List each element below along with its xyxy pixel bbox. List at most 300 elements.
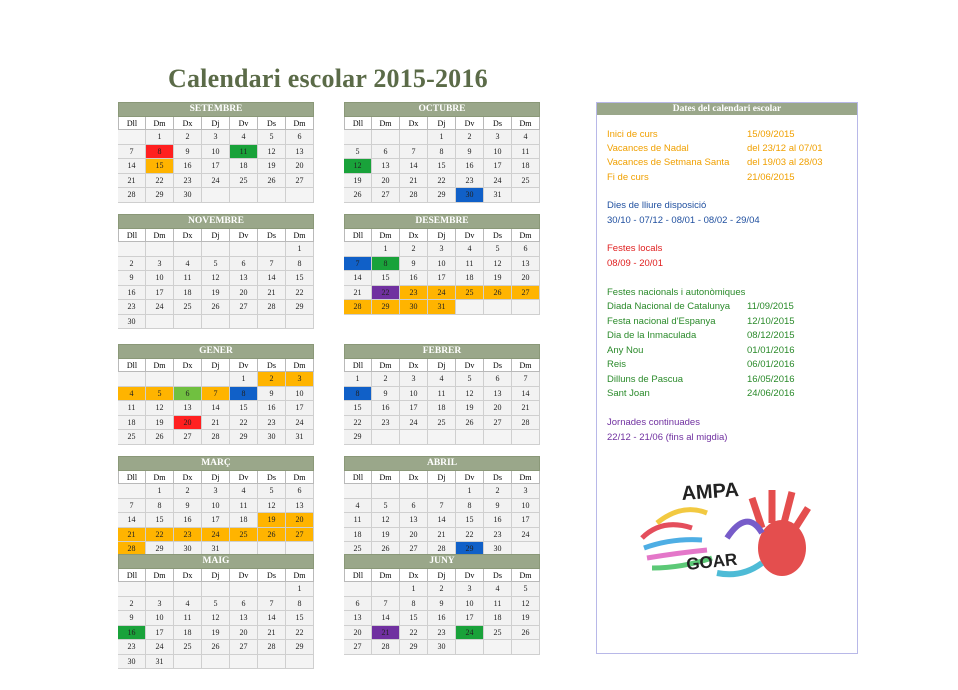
day-cell: 3: [512, 484, 540, 499]
weekday-header: Ds: [484, 229, 512, 242]
day-cell: 18: [456, 271, 484, 286]
weekday-header: Dv: [456, 359, 484, 372]
weekday-header: Dx: [174, 229, 202, 242]
day-cell: 2: [484, 484, 512, 499]
day-cell: 21: [428, 528, 456, 543]
weekday-header: Dv: [230, 359, 258, 372]
day-cell: 28: [258, 640, 286, 655]
empty-cell: [456, 430, 484, 445]
weekday-header: Dll: [344, 229, 372, 242]
day-cell: 13: [174, 401, 202, 416]
day-cell: 3: [400, 372, 428, 387]
day-cell: 18: [344, 528, 372, 543]
panel-line-label: Reis: [607, 359, 627, 370]
day-cell: 6: [400, 499, 428, 514]
panel-line-date: del 23/12 al 07/01: [747, 143, 823, 154]
day-cell: 17: [286, 401, 314, 416]
weekday-header: Dm: [512, 117, 540, 130]
month-0: [118, 102, 314, 203]
day-cell: 16: [428, 611, 456, 626]
day-cell: 29: [286, 640, 314, 655]
day-cell: 23: [174, 528, 202, 543]
day-cell: 9: [174, 145, 202, 160]
month-2: [118, 214, 314, 329]
day-cell: 21: [258, 286, 286, 301]
day-cell: 12: [456, 387, 484, 402]
day-cell: 17: [400, 401, 428, 416]
month-8: [118, 554, 314, 669]
empty-cell: [456, 640, 484, 655]
day-cell: 8: [428, 145, 456, 160]
day-cell: 25: [230, 174, 258, 189]
day-cell: 30: [456, 188, 484, 203]
weekday-header: Dm: [512, 569, 540, 582]
day-cell: 7: [118, 499, 146, 514]
empty-cell: [230, 655, 258, 670]
empty-cell: [512, 300, 540, 315]
month-name: JUNY: [344, 554, 540, 569]
panel-line-date: 01/01/2016: [747, 345, 795, 356]
day-cell: 31: [202, 542, 230, 557]
day-cell: 12: [484, 257, 512, 272]
panel-line-label: Vacances de Setmana Santa: [607, 157, 730, 168]
day-cell: 4: [512, 130, 540, 145]
day-cell: 14: [202, 401, 230, 416]
panel-line-date: 08/12/2015: [747, 330, 795, 341]
day-cell: 26: [202, 300, 230, 315]
day-cell: 27: [286, 174, 314, 189]
weekday-header: Dm: [372, 569, 400, 582]
day-cell: 29: [286, 300, 314, 315]
day-cell: 11: [344, 513, 372, 528]
empty-cell: [372, 130, 400, 145]
day-cell: 9: [258, 387, 286, 402]
empty-cell: [230, 242, 258, 257]
day-cell: 17: [202, 159, 230, 174]
day-cell: 29: [146, 188, 174, 203]
day-cell: 15: [372, 271, 400, 286]
weekday-header: Dx: [174, 569, 202, 582]
weekday-header: Dv: [230, 569, 258, 582]
day-cell: 19: [512, 611, 540, 626]
day-cell: 14: [258, 271, 286, 286]
day-cell: 20: [484, 401, 512, 416]
day-cell: 5: [372, 499, 400, 514]
day-cell: 10: [202, 145, 230, 160]
day-cell: 6: [230, 257, 258, 272]
day-cell: 29: [400, 640, 428, 655]
day-cell: 5: [258, 130, 286, 145]
day-cell: 23: [428, 626, 456, 641]
day-cell: 5: [258, 484, 286, 499]
weekday-header: Dll: [118, 117, 146, 130]
day-cell: 16: [258, 401, 286, 416]
empty-cell: [344, 582, 372, 597]
day-cell: 23: [372, 416, 400, 431]
day-cell: 10: [202, 499, 230, 514]
weekday-header: Dm: [512, 471, 540, 484]
weekday-header: Dll: [118, 471, 146, 484]
day-cell: 27: [286, 528, 314, 543]
day-cell: 1: [146, 130, 174, 145]
weekday-header: Ds: [484, 117, 512, 130]
day-cell: 21: [258, 626, 286, 641]
weekday-header: Dv: [456, 471, 484, 484]
day-cell: 10: [428, 257, 456, 272]
day-cell: 28: [400, 188, 428, 203]
day-cell: 4: [456, 242, 484, 257]
day-cell: 9: [174, 499, 202, 514]
day-cell: 21: [372, 626, 400, 641]
day-cell: 26: [372, 542, 400, 557]
weekday-header: Dm: [286, 471, 314, 484]
day-cell: 6: [286, 484, 314, 499]
panel-line-label: Fi de curs: [607, 172, 649, 183]
day-cell: 12: [202, 271, 230, 286]
day-cell: 24: [400, 416, 428, 431]
day-cell: 16: [484, 513, 512, 528]
weekday-header: Dv: [456, 229, 484, 242]
day-cell: 25: [344, 542, 372, 557]
day-cell: 15: [146, 513, 174, 528]
day-cell: 31: [428, 300, 456, 315]
day-cell: 8: [146, 145, 174, 160]
weekday-header: Dx: [174, 117, 202, 130]
day-cell: 19: [258, 159, 286, 174]
weekday-header: Dll: [344, 117, 372, 130]
day-cell: 22: [146, 174, 174, 189]
weekday-header: Dj: [428, 117, 456, 130]
day-cell: 27: [484, 416, 512, 431]
day-cell: 22: [286, 286, 314, 301]
weekday-header: Dll: [344, 359, 372, 372]
day-cell: 1: [344, 372, 372, 387]
day-cell: 23: [484, 528, 512, 543]
empty-cell: [258, 188, 286, 203]
day-cell: 12: [258, 145, 286, 160]
day-cell: 25: [456, 286, 484, 301]
day-cell: 15: [400, 611, 428, 626]
day-cell: 25: [230, 528, 258, 543]
weekday-header: Dj: [202, 569, 230, 582]
day-cell: 1: [286, 582, 314, 597]
empty-cell: [456, 300, 484, 315]
day-cell: 23: [400, 286, 428, 301]
day-cell: 19: [202, 286, 230, 301]
day-cell: 15: [344, 401, 372, 416]
day-cell: 8: [286, 257, 314, 272]
day-cell: 20: [286, 159, 314, 174]
weekday-header: Dm: [372, 229, 400, 242]
day-cell: 28: [512, 416, 540, 431]
month-7: [344, 456, 540, 557]
day-cell: 26: [202, 640, 230, 655]
panel-line-label: Jornades continuades: [607, 417, 700, 428]
empty-cell: [258, 242, 286, 257]
day-cell: 22: [400, 626, 428, 641]
day-cell: 30: [174, 542, 202, 557]
month-name: SETEMBRE: [118, 102, 314, 117]
page-title: Calendari escolar 2015-2016: [168, 64, 488, 93]
empty-cell: [174, 655, 202, 670]
empty-cell: [174, 315, 202, 330]
day-cell: 6: [230, 597, 258, 612]
day-cell: 19: [344, 174, 372, 189]
day-cell: 12: [258, 499, 286, 514]
day-cell: 7: [118, 145, 146, 160]
day-cell: 26: [146, 430, 174, 445]
month-name: DESEMBRE: [344, 214, 540, 229]
day-cell: 7: [428, 499, 456, 514]
month-5: [344, 344, 540, 445]
day-cell: 13: [230, 271, 258, 286]
month-name: MAIG: [118, 554, 314, 569]
day-cell: 20: [512, 271, 540, 286]
empty-cell: [400, 484, 428, 499]
day-cell: 28: [202, 430, 230, 445]
day-cell: 19: [258, 513, 286, 528]
day-cell: 17: [456, 611, 484, 626]
day-cell: 30: [484, 542, 512, 557]
day-cell: 11: [428, 387, 456, 402]
weekday-header: Dv: [456, 569, 484, 582]
weekday-header: Dx: [174, 471, 202, 484]
day-cell: 19: [202, 626, 230, 641]
weekday-header: Dll: [344, 471, 372, 484]
day-cell: 11: [230, 145, 258, 160]
day-cell: 30: [258, 430, 286, 445]
day-cell: 1: [286, 242, 314, 257]
weekday-header: Ds: [258, 471, 286, 484]
weekday-header: Ds: [484, 471, 512, 484]
day-cell: 30: [400, 300, 428, 315]
day-cell: 9: [484, 499, 512, 514]
empty-cell: [286, 655, 314, 670]
day-cell: 13: [344, 611, 372, 626]
weekday-header: Dll: [118, 229, 146, 242]
day-cell: 30: [174, 188, 202, 203]
panel-line-label: 22/12 - 21/06 (fins al migdia): [607, 432, 728, 443]
day-cell: 16: [118, 626, 146, 641]
empty-cell: [146, 372, 174, 387]
empty-cell: [258, 315, 286, 330]
day-cell: 27: [174, 430, 202, 445]
day-cell: 14: [428, 513, 456, 528]
day-cell: 9: [372, 387, 400, 402]
day-cell: 6: [372, 145, 400, 160]
weekday-header: Dm: [146, 471, 174, 484]
day-cell: 13: [400, 513, 428, 528]
month-3: [344, 214, 540, 315]
panel-line-label: Sant Joan: [607, 388, 650, 399]
day-cell: 28: [428, 542, 456, 557]
weekday-header: Dm: [512, 229, 540, 242]
weekday-header: Dj: [202, 229, 230, 242]
day-cell: 27: [230, 300, 258, 315]
day-cell: 18: [484, 611, 512, 626]
day-cell: 27: [400, 542, 428, 557]
day-cell: 24: [202, 528, 230, 543]
day-cell: 2: [118, 597, 146, 612]
day-cell: 2: [400, 242, 428, 257]
day-cell: 25: [174, 300, 202, 315]
day-cell: 14: [372, 611, 400, 626]
day-cell: 1: [400, 582, 428, 597]
day-cell: 10: [146, 611, 174, 626]
day-cell: 2: [428, 582, 456, 597]
day-cell: 19: [146, 416, 174, 431]
empty-cell: [118, 242, 146, 257]
day-cell: 14: [344, 271, 372, 286]
day-cell: 16: [174, 513, 202, 528]
day-cell: 10: [400, 387, 428, 402]
day-cell: 17: [146, 286, 174, 301]
panel-line-date: 24/06/2016: [747, 388, 795, 399]
day-cell: 5: [202, 597, 230, 612]
weekday-header: Dm: [146, 229, 174, 242]
day-cell: 20: [230, 286, 258, 301]
day-cell: 26: [512, 626, 540, 641]
day-cell: 9: [456, 145, 484, 160]
day-cell: 15: [286, 271, 314, 286]
day-cell: 21: [400, 174, 428, 189]
weekday-header: Ds: [484, 569, 512, 582]
day-cell: 10: [286, 387, 314, 402]
day-cell: 29: [146, 542, 174, 557]
weekday-header: Dj: [428, 471, 456, 484]
day-cell: 7: [202, 387, 230, 402]
day-cell: 6: [344, 597, 372, 612]
panel-line-label: Any Nou: [607, 345, 644, 356]
empty-cell: [344, 484, 372, 499]
day-cell: 3: [428, 242, 456, 257]
panel-line-label: 08/09 - 20/01: [607, 258, 663, 269]
weekday-header: Ds: [258, 569, 286, 582]
empty-cell: [202, 582, 230, 597]
day-cell: 20: [400, 528, 428, 543]
panel-line-date: del 19/03 al 28/03: [747, 157, 823, 168]
day-cell: 6: [512, 242, 540, 257]
empty-cell: [146, 315, 174, 330]
day-cell: 20: [286, 513, 314, 528]
day-cell: 2: [174, 130, 202, 145]
day-cell: 11: [118, 401, 146, 416]
weekday-header: Dx: [400, 359, 428, 372]
day-cell: 10: [146, 271, 174, 286]
day-cell: 12: [512, 597, 540, 612]
day-cell: 19: [484, 271, 512, 286]
day-cell: 16: [372, 401, 400, 416]
weekday-header: Dm: [146, 117, 174, 130]
empty-cell: [202, 188, 230, 203]
day-cell: 7: [258, 257, 286, 272]
day-cell: 11: [484, 597, 512, 612]
panel-line-date: 16/05/2016: [747, 374, 795, 385]
day-cell: 23: [174, 174, 202, 189]
day-cell: 18: [230, 159, 258, 174]
panel-line-date: 11/09/2015: [747, 301, 794, 312]
day-cell: 4: [230, 130, 258, 145]
day-cell: 20: [372, 174, 400, 189]
day-cell: 3: [202, 484, 230, 499]
empty-cell: [512, 188, 540, 203]
empty-cell: [286, 315, 314, 330]
day-cell: 18: [230, 513, 258, 528]
day-cell: 24: [456, 626, 484, 641]
day-cell: 3: [286, 372, 314, 387]
day-cell: 10: [456, 597, 484, 612]
day-cell: 4: [174, 257, 202, 272]
weekday-header: Dm: [286, 229, 314, 242]
day-cell: 28: [118, 542, 146, 557]
panel-line-label: 30/10 - 07/12 - 08/01 - 08/02 - 29/04: [607, 215, 760, 226]
day-cell: 11: [512, 145, 540, 160]
logo-text-ampa: AMPA: [680, 479, 740, 505]
day-cell: 9: [118, 271, 146, 286]
weekday-header: Ds: [258, 117, 286, 130]
panel-line-date: 12/10/2015: [747, 316, 795, 327]
day-cell: 24: [286, 416, 314, 431]
empty-cell: [202, 372, 230, 387]
day-cell: 17: [484, 159, 512, 174]
day-cell: 14: [118, 513, 146, 528]
empty-cell: [372, 430, 400, 445]
day-cell: 29: [344, 430, 372, 445]
day-cell: 21: [344, 286, 372, 301]
month-1: [344, 102, 540, 203]
empty-cell: [230, 188, 258, 203]
day-cell: 17: [512, 513, 540, 528]
day-cell: 16: [400, 271, 428, 286]
empty-cell: [400, 130, 428, 145]
month-name: MARÇ: [118, 456, 314, 471]
weekday-header: Dm: [286, 359, 314, 372]
empty-cell: [258, 582, 286, 597]
weekday-header: Dm: [146, 359, 174, 372]
day-cell: 11: [174, 611, 202, 626]
empty-cell: [230, 582, 258, 597]
day-cell: 18: [174, 626, 202, 641]
day-cell: 3: [202, 130, 230, 145]
day-cell: 29: [230, 430, 258, 445]
day-cell: 4: [174, 597, 202, 612]
day-cell: 24: [146, 640, 174, 655]
day-cell: 23: [118, 300, 146, 315]
panel-line-label: Festes locals: [607, 243, 663, 254]
panel-line-date: 15/09/2015: [747, 129, 795, 140]
empty-cell: [118, 130, 146, 145]
day-cell: 26: [484, 286, 512, 301]
weekday-header: Dj: [202, 471, 230, 484]
day-cell: 4: [230, 484, 258, 499]
day-cell: 10: [484, 145, 512, 160]
day-cell: 8: [400, 597, 428, 612]
month-name: OCTUBRE: [344, 102, 540, 117]
day-cell: 20: [174, 416, 202, 431]
empty-cell: [428, 484, 456, 499]
day-cell: 8: [344, 387, 372, 402]
day-cell: 29: [372, 300, 400, 315]
weekday-header: Dj: [202, 359, 230, 372]
day-cell: 14: [258, 611, 286, 626]
day-cell: 5: [344, 145, 372, 160]
empty-cell: [512, 640, 540, 655]
empty-cell: [202, 242, 230, 257]
day-cell: 9: [428, 597, 456, 612]
day-cell: 13: [230, 611, 258, 626]
weekday-header: Dll: [118, 359, 146, 372]
day-cell: 30: [428, 640, 456, 655]
